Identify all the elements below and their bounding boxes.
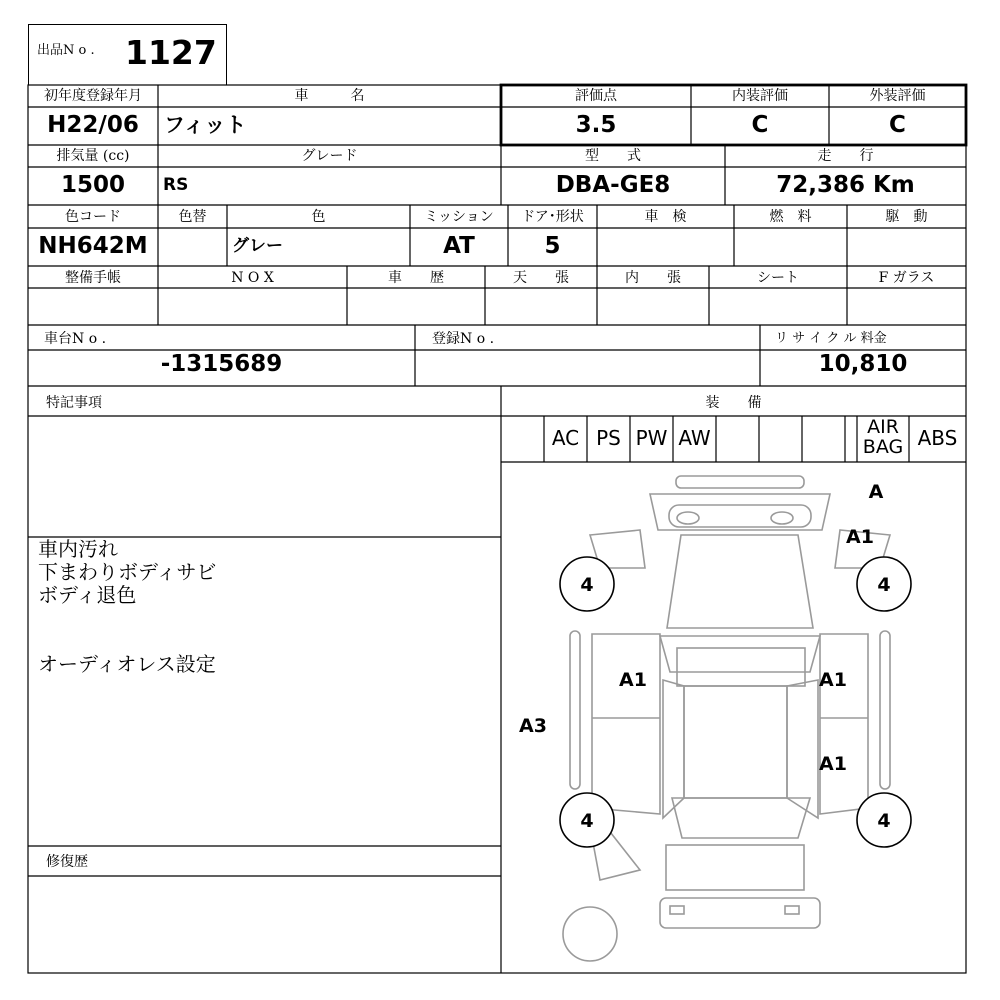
drive-label: 駆 動 bbox=[885, 209, 928, 225]
displacement-value: 1500 bbox=[60, 172, 125, 198]
car-name-value: フィット bbox=[164, 113, 247, 137]
damage-mark: A1 bbox=[846, 526, 874, 548]
wheel-mark: 4 bbox=[580, 810, 594, 832]
interior-grade-value: C bbox=[751, 112, 769, 138]
lot-number-label: 出品N o . bbox=[37, 43, 95, 58]
interior-grade-label: 内装評価 bbox=[732, 88, 788, 104]
vehicle-history-label: 車 歴 bbox=[388, 270, 444, 286]
color-value: グレー bbox=[232, 236, 283, 256]
color-code-label: 色コード bbox=[65, 209, 121, 225]
grade-value: RS bbox=[163, 175, 189, 195]
model-code-value: DBA-GE8 bbox=[555, 172, 671, 198]
exterior-grade-label: 外装評価 bbox=[869, 88, 926, 104]
airbag-line-2: BAG bbox=[862, 436, 904, 458]
model-code-label: 型 式 bbox=[585, 148, 641, 164]
wheel-mark: 4 bbox=[580, 574, 594, 596]
recycle-fee-label: リ サ イ ク ル 料金 bbox=[775, 331, 887, 346]
fuel-label: 燃 料 bbox=[769, 209, 812, 225]
mileage-label: 走 行 bbox=[817, 148, 874, 164]
grade-label: グレード bbox=[301, 148, 358, 164]
damage-mark: A bbox=[868, 481, 884, 503]
car-name-label: 車 名 bbox=[294, 88, 365, 104]
evaluation-score-label: 評価点 bbox=[575, 88, 617, 104]
first-registration-value: H22/06 bbox=[47, 112, 139, 138]
equipment-ac: AC bbox=[551, 426, 580, 450]
maintenance-record-label: 整備手帳 bbox=[65, 270, 121, 286]
seat-label: シート bbox=[757, 270, 799, 286]
wheel-mark: 4 bbox=[877, 574, 891, 596]
evaluation-score-value: 3.5 bbox=[575, 112, 617, 138]
headliner-label: 天 張 bbox=[513, 270, 569, 286]
color-label: 色 bbox=[311, 209, 326, 225]
color-change-label: 色替 bbox=[178, 209, 207, 225]
damage-mark: A1 bbox=[619, 669, 647, 691]
first-registration-label: 初年度登録年月 bbox=[44, 88, 142, 104]
note-line: オーディオレス設定 bbox=[38, 652, 216, 676]
transmission-value: AT bbox=[443, 233, 475, 259]
door-shape-label: ドア･形状 bbox=[521, 209, 584, 225]
registration-number-label: 登録N o . bbox=[432, 331, 495, 347]
equipment-aw: AW bbox=[678, 426, 711, 450]
equipment-pw: PW bbox=[635, 426, 668, 450]
inspection-label: 車 検 bbox=[644, 209, 687, 225]
displacement-label: 排気量 (cc) bbox=[56, 148, 130, 164]
front-glass-label: F ガラス bbox=[878, 270, 935, 286]
airbag-line-1: AIR bbox=[867, 416, 899, 438]
color-code-value: NH642M bbox=[38, 233, 148, 259]
equipment-header: 装 備 bbox=[705, 395, 762, 411]
equipment-ps: PS bbox=[596, 426, 621, 450]
chassis-number-value: -1315689 bbox=[160, 351, 283, 377]
vehicle-damage-diagram bbox=[501, 462, 966, 973]
equipment-abs: ABS bbox=[917, 426, 958, 450]
door-count-value: 5 bbox=[544, 233, 561, 259]
repair-history-header: 修復歴 bbox=[46, 854, 88, 870]
exterior-grade-value: C bbox=[889, 112, 906, 138]
note-line bbox=[38, 607, 216, 653]
special-notes-list bbox=[38, 538, 216, 676]
lot-number-value: 1127 bbox=[125, 33, 217, 72]
transmission-label: ミッション bbox=[424, 209, 494, 225]
damage-mark: A1 bbox=[819, 669, 847, 691]
mileage-value: 72,386 Km bbox=[776, 172, 915, 198]
car-outline bbox=[563, 476, 890, 961]
equipment-row bbox=[501, 416, 966, 462]
special-notes-header: 特記事項 bbox=[46, 395, 102, 411]
recycle-fee-value: 10,810 bbox=[818, 351, 908, 377]
damage-mark: A1 bbox=[819, 753, 847, 775]
note-line: 車内汚れ bbox=[38, 537, 118, 561]
interior-trim-label: 内 張 bbox=[625, 270, 681, 286]
nox-label: N O X bbox=[231, 270, 274, 286]
chassis-number-label: 車台N o . bbox=[44, 331, 107, 347]
note-line: ボディ退色 bbox=[38, 583, 137, 607]
damage-mark: A3 bbox=[519, 715, 547, 737]
note-line: 下まわりボディサビ bbox=[38, 560, 217, 584]
wheel-mark: 4 bbox=[877, 810, 891, 832]
equipment-airbag bbox=[857, 417, 909, 457]
